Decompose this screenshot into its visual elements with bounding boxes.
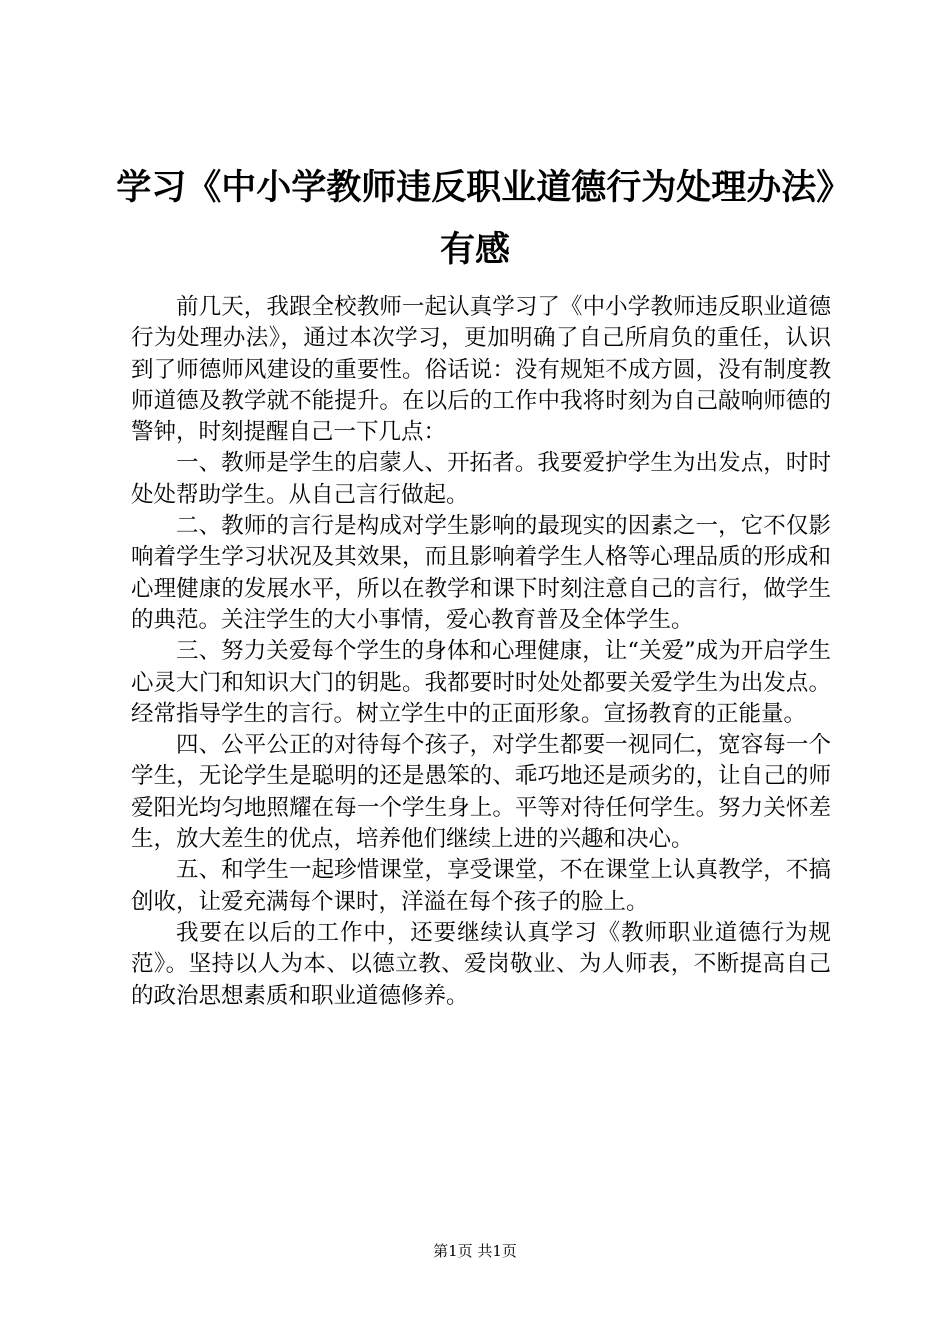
paragraph-point-2: 二、教师的言行是构成对学生影响的最现实的因素之一，它不仅影响着学生学习状况及其效果，而且影响着学生人格等心理品质的形成和心理健康的发展水平，所以在教学和课下时刻注意自己的言行，做学生的典范。关注学生的大小事情，爱心教育普及全体学生。 [131,513,831,633]
paragraph-conclusion: 我要在以后的工作中，还要继续认真学习《教师职业道德行为规范》。坚持以人为本、以德立教、爱岗敬业、为人师表，不断提高自己的政治思想素质和职业道德修养。 [131,919,831,1009]
paragraph-intro: 前几天，我跟全校教师一起认真学习了《中小学教师违反职业道德行为处理办法》，通过本次学习，更加明确了自己所肩负的重任，认识到了师德师风建设的重要性。俗话说：没有规矩不成方圆，没有制度教师道德及教学就不能提升。在以后的工作中我将时刻为自己敲响师德的警钟，时刻提醒自己一下几点： [131,294,831,446]
paragraph-point-1: 一、教师是学生的启蒙人、开拓者。我要爱护学生为出发点，时时处处帮助学生。从自己言行做起。 [131,450,831,508]
paragraph-point-4: 四、公平公正的对待每个孩子，对学生都要一视同仁，宽容每一个学生，无论学生是聪明的还是愚笨的、乖巧地还是顽劣的，让自己的师爱阳光均匀地照耀在每一个学生身上。平等对待任何学生。努力关怀差生，放大差生的优点，培养他们继续上进的兴趣和决心。 [131,732,831,853]
paragraph-point-5: 五、和学生一起珍惜课堂，享受课堂，不在课堂上认真教学，不搞创收，让爱充满每个课时，洋溢在每个孩子的脸上。 [131,857,831,915]
document-body [131,292,831,1012]
page-footer: 第1页 共1页 [433,1242,517,1260]
paragraph-point-3: 三、努力关爱每个学生的身体和心理健康，让“关爱”成为开启学生心灵大门和知识大门的钥匙。我都要时时处处都要关爱学生为出发点。经常指导学生的言行。树立学生中的正面形象。宣扬教育的正能量。 [131,638,831,727]
document-title: 学习《中小学教师违反职业道德行为处理办法》有感 [116,168,834,270]
